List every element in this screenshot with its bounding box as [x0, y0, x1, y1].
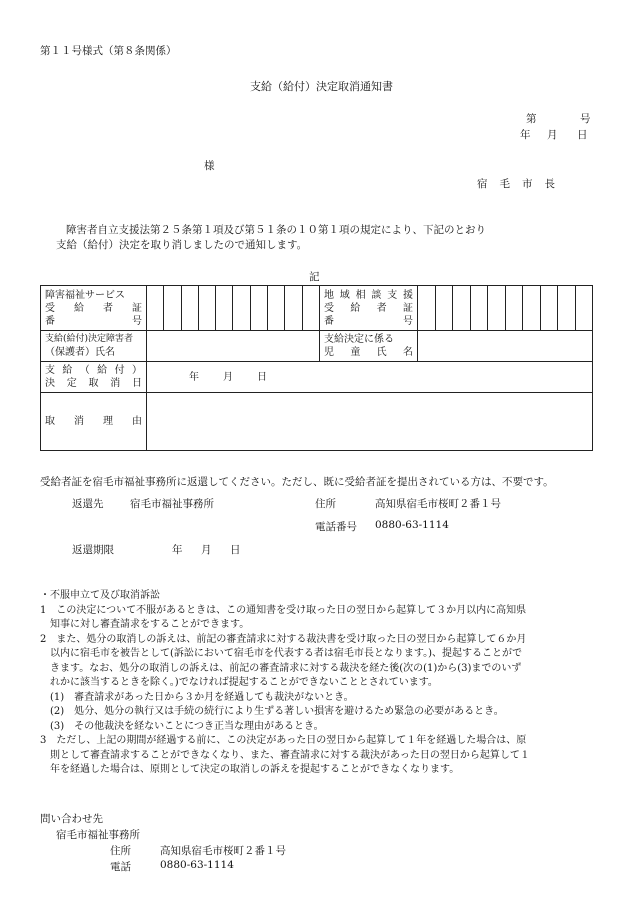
contact-phone-label: 電話 [110, 861, 131, 873]
note-sub-1: (1) 審査請求があった日から３か月を経過しても裁決がないとき。 [50, 691, 354, 703]
return-deadline-label: 返還期限 [72, 544, 114, 556]
cancellation-reason-field[interactable] [147, 393, 593, 451]
recipient-sama: 様 [204, 160, 215, 172]
label-recipient-name: 支給(給付)決定障害者 （保護者）氏名 [41, 331, 147, 362]
notes-heading: ・不服申立て及び取消訴訟 [40, 590, 160, 601]
consultation-certificate-digit-boxes[interactable] [418, 286, 593, 331]
note-sub-2: (2) 処分、処分の執行又は手続の続行により生ずる著しい損害を避けるため緊急の必要があるとき。 [50, 706, 504, 717]
note-3b: 則として審査請求することができなくなり、また、審査請求に対する裁決があった日の翌日から起算して１ [50, 749, 530, 761]
deadline-day: 日 [230, 544, 241, 556]
appeal-notes [40, 589, 595, 778]
return-phone-value: 0880-63-1114 [375, 519, 449, 531]
deadline-year: 年 [172, 544, 183, 556]
document-title: 支給（給付）決定取消通知書 [250, 80, 393, 93]
contact-phone-value: 0880-63-1114 [160, 859, 234, 871]
return-dest-label: 返還先 [72, 498, 104, 510]
contact-heading: 問い合わせ先 [40, 813, 103, 825]
return-address-value: 高知県宿毛市桜町２番１号 [375, 498, 501, 510]
note-1a: 1 この決定について不服があるときは、この通知書を受け取った日の翌日から起算して３か月以内に高知県 [40, 604, 527, 616]
note-2a: 2 また、処分の取消しの訴えは、前記の審査請求に対する裁決書を受け取った日の翌日から起算して６か月 [40, 633, 527, 645]
cancel-date-month: 月 [223, 371, 233, 383]
note-3a: 3 ただし、上記の期間が経過する前に、この決定があった日の翌日から起算して１年を経過した場合は、原 [40, 735, 527, 746]
deadline-month: 月 [201, 544, 212, 556]
number-dai: 第 [526, 113, 537, 125]
return-instruction: 受給者証を宿毛市福祉事務所に返還してください。ただし、既に受給者証を提出されている方は、不要です。 [40, 476, 554, 488]
cancellation-table [40, 285, 593, 451]
note-2b: 以内に宿毛市を被告として(訴訟において宿毛市を代表する者は宿毛市長となります。)、提起することがで [50, 648, 523, 659]
body-line-2: 支給（給付）決定を取り消しましたので通知します。 [56, 239, 308, 251]
note-2d: れかに該当するときを除く。)でなければ提起することができないこととされています。 [50, 677, 438, 688]
label-consultation-certificate-number: 地 域 相 談 支 援 受 給 者 証 番 号 [320, 286, 418, 331]
service-certificate-digit-boxes[interactable] [147, 286, 320, 331]
return-address-label: 住所 [315, 498, 336, 510]
recipient-name-field[interactable] [147, 331, 320, 362]
label-cancellation-reason: 取 消 理 由 [41, 393, 147, 451]
child-name-field[interactable] [418, 331, 593, 362]
note-3c: 年を経過した場合は、原則として決定の取消しの訴えを提起することができなくなります。 [50, 764, 460, 775]
cancel-date-day: 日 [257, 371, 267, 383]
date-month: 月 [547, 129, 558, 141]
return-dest-value: 宿毛市福祉事務所 [130, 498, 214, 510]
cancellation-date-field[interactable] [147, 362, 593, 393]
contact-address-value: 高知県宿毛市桜町２番１号 [160, 845, 286, 857]
ki-heading: 記 [309, 271, 320, 283]
label-service-certificate-number: 障害福祉サービス 受 給 者 証 番 号 [41, 286, 147, 331]
cancel-date-year: 年 [189, 371, 199, 383]
issuer-name: 宿 毛 市 長 [477, 178, 555, 190]
date-year: 年 [520, 129, 531, 141]
form-number: 第１１号様式（第８条関係） [40, 45, 177, 57]
contact-address-label: 住所 [110, 845, 131, 857]
label-child-name: 支給決定に係る 児 童 氏 名 [320, 331, 418, 362]
label-cancellation-date: 支 給 （ 給 付 ） 決 定 取 消 日 [41, 362, 147, 393]
return-phone-label: 電話番号 [315, 521, 357, 533]
note-sub-3: (3) その他裁決を経ないことにつき正当な理由があるとき。 [50, 720, 324, 732]
note-1b: 知事に対し審査請求をすることができます。 [50, 619, 250, 630]
body-line-1: 障害者自立支援法第２５条第１項及び第５１条の１０第１項の規定により、下記のとおり [66, 224, 486, 236]
contact-office: 宿毛市福祉事務所 [56, 829, 140, 841]
date-day: 日 [577, 129, 588, 141]
number-go: 号 [580, 113, 591, 125]
note-2c: きます。なお、処分の取消しの訴えは、前記の審査請求に対する裁決を経た後(次の(1)から(3)までのいず [50, 662, 522, 674]
